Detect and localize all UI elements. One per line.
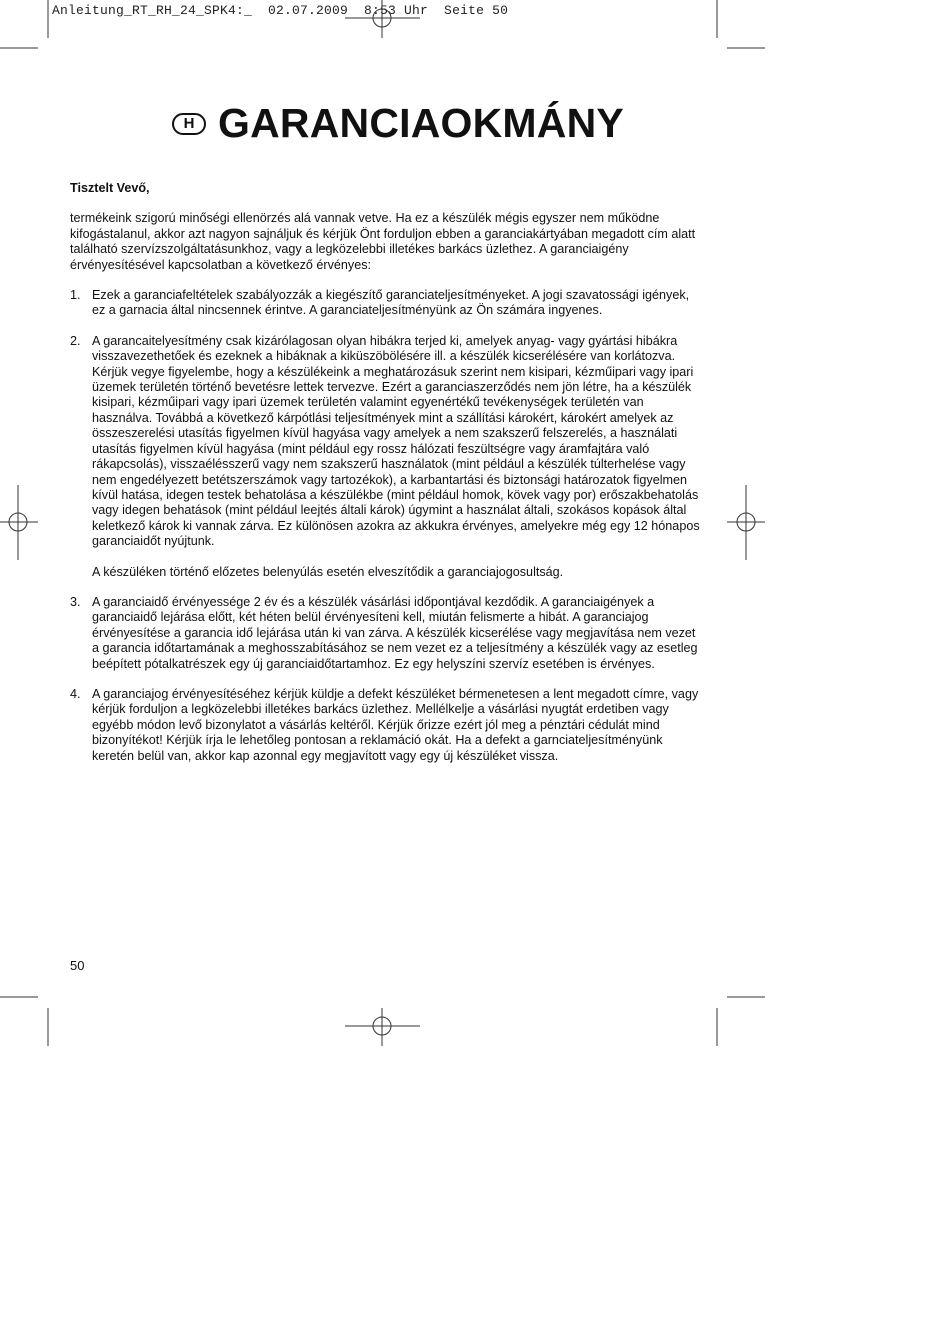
salutation: Tisztelt Vevő, <box>70 181 150 195</box>
list-item-1 <box>70 288 700 319</box>
list-item-body <box>92 334 700 580</box>
list-item-paragraph: A készüléken történő előzetes belenyúlás esetén elveszítődik a garanciajogosultság. <box>92 564 564 579</box>
registration-mark-bottom <box>345 1008 420 1046</box>
list-item-body <box>92 288 700 319</box>
list-item-3 <box>70 595 700 672</box>
list-item-body <box>92 595 700 672</box>
list-item-4 <box>70 687 700 764</box>
intro-paragraph: termékeink szigorú minőségi ellenörzés alá vannak vetve. Ha ez a készülék mégis egyszer nem működne kifogástalanul, akkor azt nagyon sajnáljuk és kérjük Önt forduljon ebben a garanciakártyában megadott cím alatt található szervízszolgáltatásunkhoz, vagy a legközelebbi illetékes barkács üzlethez. A garanciaigény érvényesítésével kapcsolatban a következő érvényes: <box>70 211 696 272</box>
page-number: 50 <box>70 958 85 973</box>
list-item-number: 2. <box>70 333 81 348</box>
list-item-2 <box>70 334 700 580</box>
list-item-number: 4. <box>70 686 81 701</box>
list-item-body <box>92 687 700 764</box>
list-item-paragraph: A garanciaidő érvényessége 2 év és a készülék vásárlási időpontjával kezdődik. A garanciaigények a garanciaidő lejárása előtt, két héten belül érvényesíteni kell, miután felismerte a hibát. A garanciajog érvényesítése a garancia idő lejárása után ki van zárva. A készülék kicserélése vagy megjavítása nem vezet a garancia időtartamának a meghosszabításához se nem vezet ez a teljesítmény a készülék vagy az esetleg beépített pótalkatrészek egy új garanciaidőtartamhoz. Ez egy helyszíni szervíz esetében is érvényes. <box>92 594 698 671</box>
title-row <box>172 100 624 147</box>
language-badge: H <box>172 113 206 135</box>
registration-mark-right <box>727 485 765 560</box>
list-item-number: 3. <box>70 594 81 609</box>
page-title: GARANCIAOKMÁNY <box>218 100 624 146</box>
list-item-paragraph: A garancaitelyesítmény csak kizárólagosan olyan hibákra terjed ki, amelyek anyag- vagy gyártási hibákra visszavezethetőek és ezeknek a hibáknak a kiküszöbölésére ill. a készülék kicserélésére van korlátozva. Kérjük vegye figyelembe, hogy a készülékeink a meghatározásuk szerint nem kisipari, kézműipari vagy ipari üzemek területén történő bevetésre lettek tervezve. Ezért a garanciaszerződés nem jön létre, ha a készülék kisipari, kézműipari vagy ipari üzemek területén valamint egyenértékű tevékenységek területén van használva. Továbbá a következő kárpótlási teljesítmények mint a szállítási károkért, károkért amelyek az összeszerelési utasítás figyelmen kívül hagyása vagy amelyek a nem szakszerű felszerelés, a használati utasítás figyelmen kívül hagyása (mint például egy rossz hálózati feszültségre vagy áramfajtára való rákapcsolás), visszaélésszerű vagy nem szakszerű használatok (mint például a készülék túlterhelése vagy nem engedélyezett betétszerszámok vagy tartozékok), a karbantartási és biztonsági határozatok figyelmen kívül hatása, idegen testek behatolása a készülékbe (mint például homok, kövek vagy por) erőszakbehatolás vagy idegen behatások (mint például leejtés általi károk) úgymint a használat általi, szokásos kopások által keletkező károk ki vannak zárva. Ez különösen azokra az akkukra érvényes, amelyekre még egy 12 hónapos garanciaidőt nyújtunk. <box>92 333 700 549</box>
list-item-paragraph: A garanciajog érvényesítéséhez kérjük küldje a defekt készüléket bérmenetesen a lent megadott címre, vagy kérjük forduljon a legközelebbi illetékes barkács üzlethez. Mellélkelje a vásárlási nyugtát erdetiben vagy egyébb módon levő bizonylatot a vásárlás keltéről. Kérjük őrizze ezért jól meg a pénztári cédulát mind bizonyítékot! Kérjük írja le lehetőleg pontosan a reklamáció okát. Ha a defekt a garnciateljesítményünk keretén belül van, akkor kap azonnal egy megjavított vagy egy új készüléket vissza. <box>92 686 699 763</box>
document-body <box>70 181 700 779</box>
list-item-number: 1. <box>70 288 81 303</box>
registration-mark-left <box>0 485 38 560</box>
list-item-paragraph: Ezek a garanciafeltételek szabályozzák a kiegészítő garanciateljesítményeket. A jogi szavatossági igények, ez a garnacia által nincsennek érintve. A garanciateljesítményünk az Ön számára ingyenes. <box>92 288 690 318</box>
print-header: Anleitung_RT_RH_24_SPK4:_ 02.07.2009 8:53 Uhr Seite 50 <box>52 3 509 18</box>
